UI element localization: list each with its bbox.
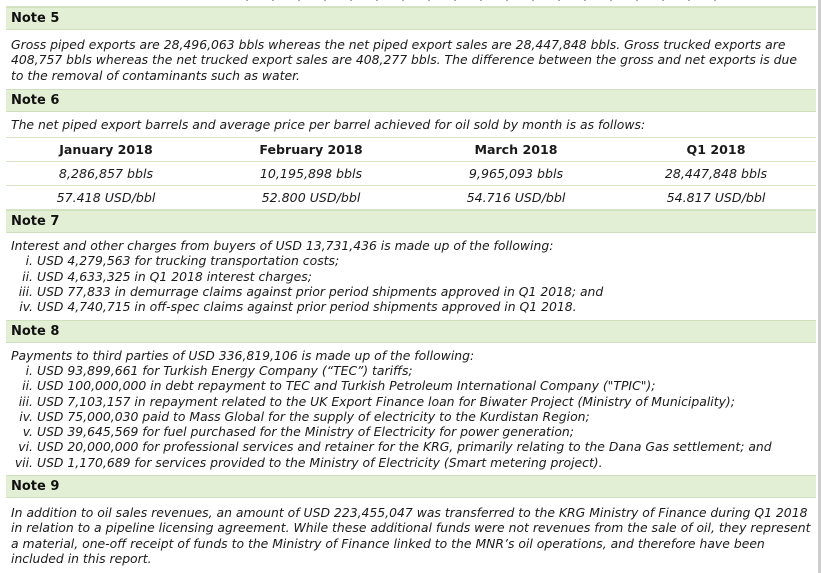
note-9-text: In addition to oil sales revenues, an amount of USD 223,455,047 was transferred to the KRG Ministry of Finance during Q1 2018 in relation to a pipeline licensing agreement. While these additional funds were not revenues from the sale of oil, they represent a material, one-off receipt of funds to the Ministry of Finance linked to the MNR’s oil operations, and therefore have been included in this report. bbox=[11, 505, 811, 566]
notes-document bbox=[6, 0, 816, 572]
truncated-text-fragment bbox=[246, 0, 726, 1]
list-item: ii. USD 4,633,325 in Q1 2018 interest charges; bbox=[22, 268, 312, 284]
table-cell: 28,447,848 bbls bbox=[616, 162, 816, 186]
column-header: March 2018 bbox=[416, 138, 616, 162]
list-item: iii. USD 77,833 in demurrage claims against prior period shipments approved in Q1 2018; and bbox=[18, 284, 604, 300]
note-9-heading: Note 9 bbox=[6, 475, 816, 498]
note-8-heading: Note 8 bbox=[6, 320, 816, 343]
table-cell: 57.418 USD/bbl bbox=[6, 186, 206, 210]
table-row-prices bbox=[6, 186, 816, 210]
table-cell: 9,965,093 bbls bbox=[416, 162, 616, 186]
table-cell: 52.800 USD/bbl bbox=[206, 186, 416, 210]
table-row-barrels bbox=[6, 162, 816, 186]
note-8-list bbox=[11, 363, 811, 470]
list-item: iii. USD 7,103,157 in repayment related to the UK Export Finance loan for Biwater Project (Ministry of Municipality); bbox=[18, 393, 735, 409]
note-7-heading: Note 7 bbox=[6, 210, 816, 233]
table-cell: 54.716 USD/bbl bbox=[416, 186, 616, 210]
table-cell: 54.817 USD/bbl bbox=[616, 186, 816, 210]
list-item: vi. USD 20,000,000 for professional services and retainer for the KRG, primarily relating to the Dana Gas settlement; and bbox=[18, 439, 772, 455]
note-7-list bbox=[11, 253, 811, 314]
note-5-heading: Note 5 bbox=[6, 7, 816, 30]
note-5-text: Gross piped exports are 28,496,063 bbls whereas the net piped export sales are 28,447,848 bbls. Gross trucked exports are 408,757 bbls whereas the net trucked export sales are 408,277 bbls. The difference between the gross and net exports is due to the removal of contaminants such as water. bbox=[11, 37, 797, 83]
note-8-intro: Payments to third parties of USD 336,819,106 is made up of the following: bbox=[11, 347, 475, 363]
monthly-export-table bbox=[6, 138, 816, 210]
column-header: January 2018 bbox=[6, 138, 206, 162]
column-header: Q1 2018 bbox=[616, 138, 816, 162]
cut-off-previous-row bbox=[6, 0, 816, 7]
list-item: i. USD 4,279,563 for trucking transportation costs; bbox=[25, 253, 340, 269]
table-cell: 8,286,857 bbls bbox=[6, 162, 206, 186]
note-7-body bbox=[6, 233, 816, 319]
note-8-body bbox=[6, 343, 816, 475]
table-cell: 10,195,898 bbls bbox=[206, 162, 416, 186]
list-item: vii. USD 1,170,689 for services provided to the Ministry of Electricity (Smart metering project). bbox=[14, 454, 603, 470]
column-header: February 2018 bbox=[206, 138, 416, 162]
note-7-intro: Interest and other charges from buyers of USD 13,731,436 is made up of the following: bbox=[11, 238, 554, 254]
note-6-heading: Note 6 bbox=[6, 89, 816, 112]
note-6-intro: The net piped export barrels and average price per barrel achieved for oil sold by month is as follows: bbox=[6, 112, 816, 138]
list-item: iv. USD 75,000,030 paid to Mass Global for the supply of electricity to the Kurdistan Region; bbox=[19, 408, 590, 424]
list-item: i. USD 93,899,661 for Turkish Energy Company (“TEC”) tariffs; bbox=[25, 362, 413, 378]
table-header-row bbox=[6, 138, 816, 162]
list-item: v. USD 39,645,569 for fuel purchased for the Ministry of Electricity for power generation; bbox=[22, 424, 574, 440]
list-item: iv. USD 4,740,715 in off-spec claims against prior period shipments approved in Q1 2018. bbox=[19, 299, 577, 315]
list-item: ii. USD 100,000,000 in debt repayment to TEC and Turkish Petroleum International Company ("TPIC"); bbox=[22, 378, 656, 394]
